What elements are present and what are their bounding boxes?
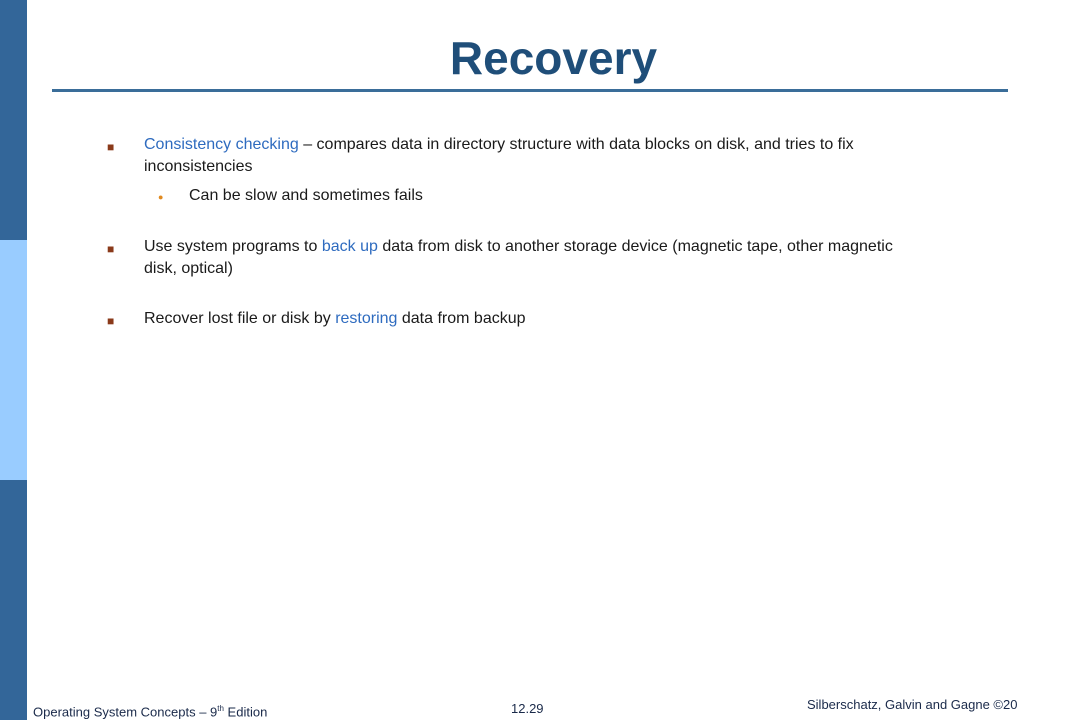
square-bullet-icon: ■ bbox=[107, 242, 115, 256]
title-underline bbox=[52, 89, 1008, 92]
footer-book-title bbox=[33, 700, 267, 721]
sub-bullet-text: Can be slow and sometimes fails bbox=[189, 187, 423, 204]
side-color-bar bbox=[0, 0, 27, 720]
bullet-text: data from backup bbox=[397, 310, 526, 327]
highlight-back-up: back up bbox=[321, 238, 378, 255]
footer-book-title-text: Operating System Concepts – 9 bbox=[33, 704, 218, 720]
bullet-text: Use system programs to bbox=[144, 238, 322, 255]
bullet-text: – compares data in directory structure with data blocks on disk, and tries to fix bbox=[298, 136, 854, 153]
bullet-text-line2: inconsistencies bbox=[144, 158, 253, 175]
footer-copyright: Silberschatz, Galvin and Gagne ©20 bbox=[807, 697, 1018, 712]
side-bar-middle-segment bbox=[0, 240, 27, 480]
bullet-text-line2: disk, optical) bbox=[144, 260, 233, 277]
highlight-consistency-checking: Consistency checking bbox=[144, 136, 299, 153]
bullet-back-up bbox=[144, 236, 1004, 280]
highlight-restoring: restoring bbox=[335, 310, 398, 327]
bullet-text: data from disk to another storage device (magnetic tape, other magnetic bbox=[377, 238, 893, 255]
square-bullet-icon: ■ bbox=[107, 140, 115, 154]
footer-edition-superscript: th bbox=[217, 704, 224, 713]
side-bar-bottom-segment bbox=[0, 480, 27, 720]
footer-edition-text: Edition bbox=[223, 704, 268, 720]
footer-page-number: 12.29 bbox=[511, 701, 544, 716]
bullet-text: Recover lost file or disk by bbox=[144, 310, 336, 327]
slide-title: Recovery bbox=[449, 32, 658, 84]
square-bullet-icon: ■ bbox=[107, 314, 115, 328]
bullet-restoring bbox=[144, 308, 1004, 330]
round-bullet-icon: ● bbox=[158, 192, 164, 202]
bullet-consistency-checking bbox=[144, 134, 1004, 178]
